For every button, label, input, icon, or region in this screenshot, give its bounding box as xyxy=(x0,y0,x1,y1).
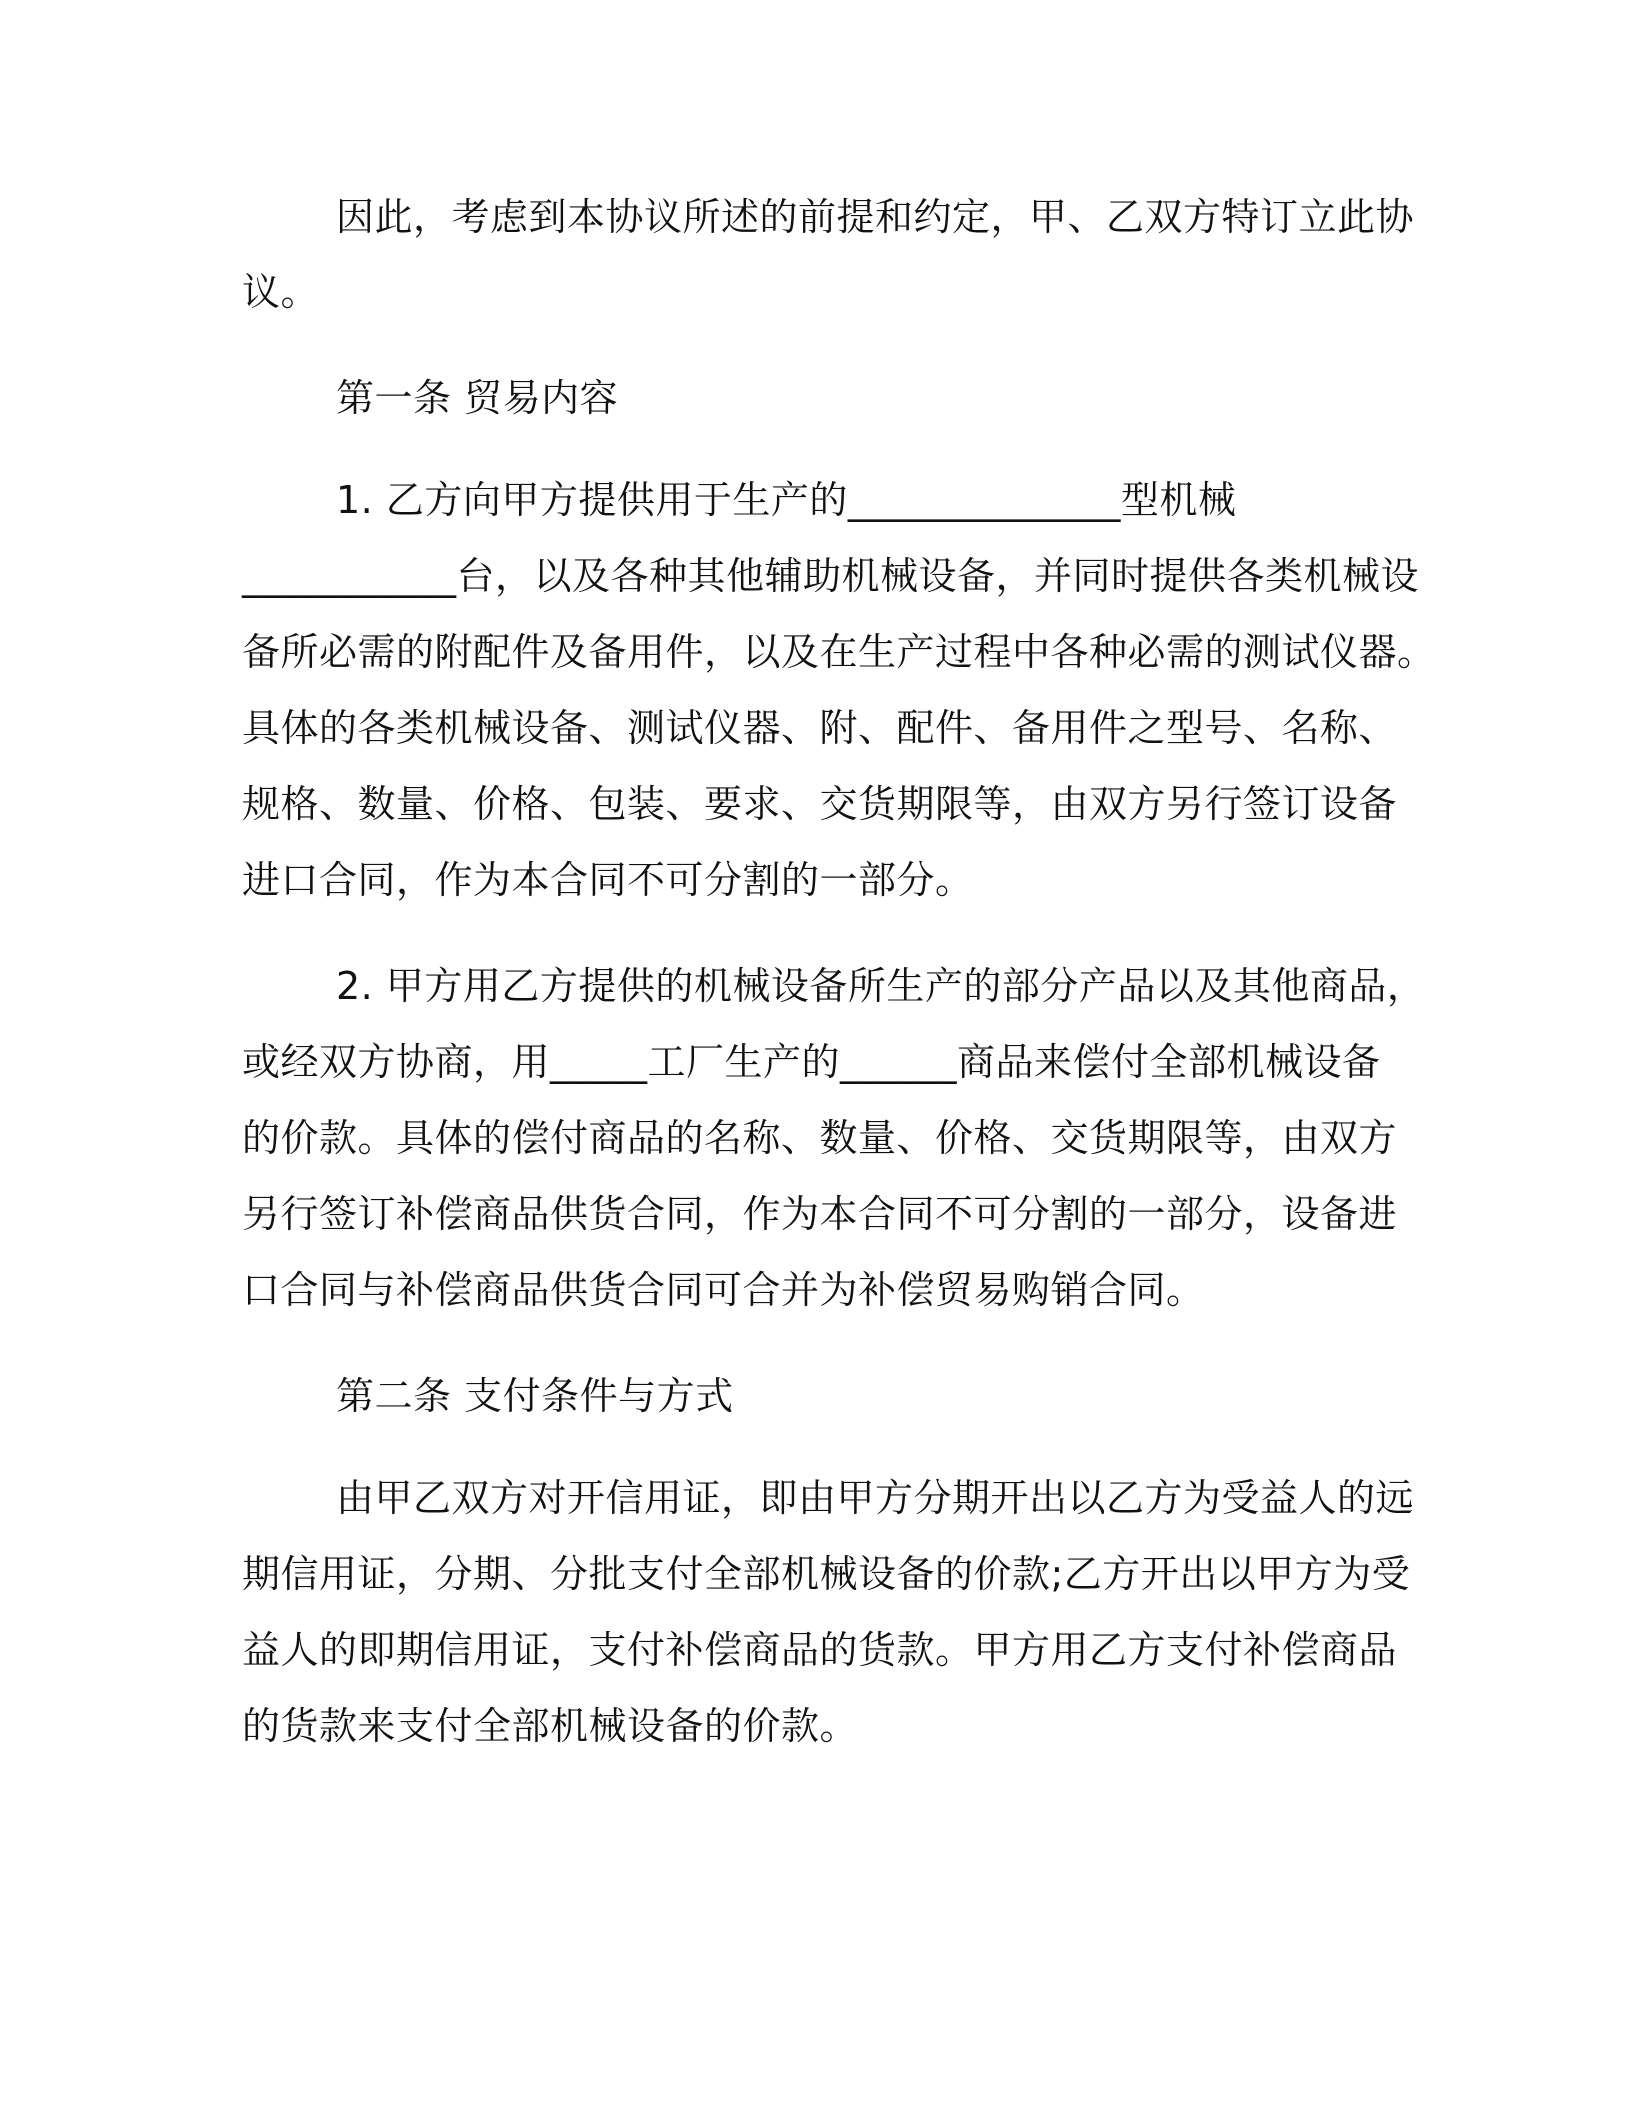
intro-line: 因此，考虑到本协议所述的前提和约定，甲、乙双方特订立此协 xyxy=(336,195,1415,239)
article-2-heading: 第二条 支付条件与方式 xyxy=(336,1374,734,1418)
clause-1-line: 1. 乙方向甲方提供用于生产的______________型机械 xyxy=(336,478,1237,522)
clause-1-line: 规格、数量、价格、包装、要求、交货期限等，由双方另行签订设备 xyxy=(242,782,1398,826)
clause-1-line: 备所必需的附配件及备用件，以及在生产过程中各种必需的测试仪器。 xyxy=(242,630,1436,674)
clause-1-line: 进口合同，作为本合同不可分割的一部分。 xyxy=(242,858,974,902)
clause-2-line: 2. 甲方用乙方提供的机械设备所生产的部分产品以及其他商品， xyxy=(336,964,1426,1008)
clause-2-line: 另行签订补偿商品供货合同，作为本合同不可分割的一部分，设备进 xyxy=(242,1192,1398,1236)
article-1-heading: 第一条 贸易内容 xyxy=(336,376,619,420)
clause-2-line: 口合同与补偿商品供货合同可合并为补偿贸易购销合同。 xyxy=(242,1268,1205,1312)
article-2-line: 由甲乙双方对开信用证，即由甲方分期开出以乙方为受益人的远 xyxy=(336,1476,1415,1520)
clause-1-line: ___________台，以及各种其他辅助机械设备，并同时提供各类机械设 xyxy=(242,554,1420,598)
intro-line: 议。 xyxy=(242,270,320,314)
clause-1-line: 具体的各类机械设备、测试仪器、附、配件、备用件之型号、名称、 xyxy=(242,706,1398,750)
clause-2-line: 的价款。具体的偿付商品的名称、数量、价格、交货期限等，由双方 xyxy=(242,1116,1398,1160)
clause-2-line: 或经双方协商，用_____工厂生产的______商品来偿付全部机械设备 xyxy=(242,1040,1381,1084)
article-2-line: 益人的即期信用证，支付补偿商品的货款。甲方用乙方支付补偿商品 xyxy=(242,1628,1398,1672)
article-2-line: 的货款来支付全部机械设备的价款。 xyxy=(242,1704,859,1748)
article-2-line: 期信用证，分期、分批支付全部机械设备的价款;乙方开出以甲方为受 xyxy=(242,1552,1411,1596)
